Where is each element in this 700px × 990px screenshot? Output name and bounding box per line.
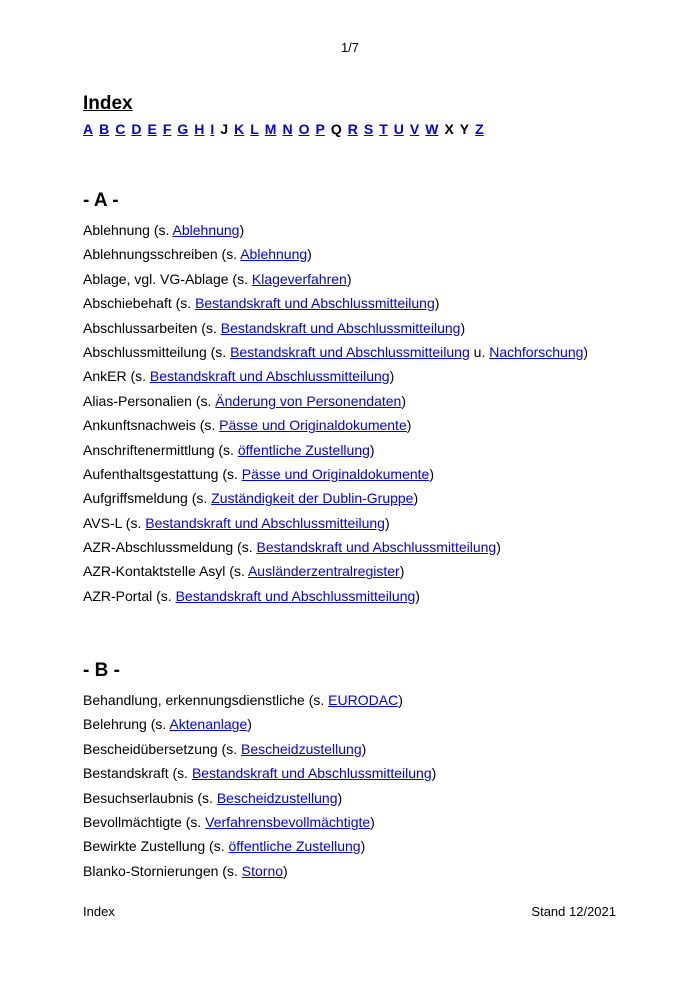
reference-suffix: ) [247,716,252,733]
cross-reference-link[interactable]: Bestandskraft und Abschlussmitteilung [191,765,432,782]
alphabet-letter-k[interactable]: K [234,121,245,137]
alphabet-letter-d[interactable]: D [131,121,142,137]
cross-reference-link[interactable]: Storno [241,862,284,879]
index-entry [83,838,436,862]
alphabet-letter-n[interactable]: N [282,121,293,137]
index-term: AVS-L (s. [83,514,146,531]
reference-suffix: ) [283,862,288,879]
index-term: Bestandskraft (s. [83,765,192,782]
cross-reference-link[interactable]: öffentliche Zustellung [237,441,370,458]
index-term: Abschiebehaft (s. [83,295,196,312]
reference-suffix: ) [583,343,589,360]
index-entry [83,246,588,270]
reference-suffix: ) [369,441,375,458]
index-term: Abschlussarbeiten (s. [83,319,221,336]
index-entry [83,271,588,295]
index-entry [83,765,436,789]
index-list-a [83,222,588,612]
footer-label: Index [83,904,115,919]
reference-suffix: ) [346,270,352,287]
alphabet-letter-u[interactable]: U [393,121,404,137]
reference-suffix: ) [389,368,395,385]
index-term: Ankunftsnachweis (s. [83,417,220,434]
index-term: AZR-Kontaktstelle Asyl (s. [83,563,248,580]
index-term: Ablehnung (s. [83,222,173,238]
cross-reference-link[interactable]: Bestandskraft und Abschlussmitteilung [230,343,470,360]
page-title: Index [83,93,133,114]
section-heading-a: - A - [83,190,119,211]
reference-suffix: ) [401,392,406,409]
index-term: Ablage, vgl. VG-Ablage (s. [83,270,252,287]
alphabet-letter-c[interactable]: C [115,121,126,137]
index-term: Anschriftenermittlung (s. [83,441,238,458]
index-entry [83,442,588,466]
cross-reference-link[interactable]: öffentliche Zustellung [228,838,361,855]
reference-suffix: ) [398,692,403,708]
cross-reference-link[interactable]: Aktenanlage [169,716,248,733]
index-term: AnkER (s. [83,368,150,385]
alphabet-letter-b[interactable]: B [99,121,110,137]
alphabet-navigation [83,121,490,137]
alphabet-letter-y: Y [459,121,470,137]
index-term: Ablehnungsschreiben (s. [83,246,241,263]
reference-suffix: ) [384,514,390,531]
alphabet-letter-p[interactable]: P [315,121,325,137]
alphabet-letter-v[interactable]: V [409,121,420,137]
cross-reference-link[interactable]: Ablehnung [172,222,240,238]
index-term: Bescheidübersetzung (s. [83,740,241,757]
alphabet-letter-s[interactable]: S [363,121,374,137]
cross-reference-link[interactable]: EURODAC [328,692,399,708]
cross-reference-link[interactable]: Bescheidzustellung [240,740,362,757]
index-term: Alias-Personalien (s. [83,392,216,409]
cross-reference-link[interactable]: Ausländerzentralregister [247,563,400,580]
index-term: AZR-Abschlussmeldung (s. [83,539,257,556]
cross-reference-link[interactable]: Bestandskraft und Abschlussmitteilung [175,587,416,604]
cross-reference-link[interactable]: Bestandskraft und Abschlussmitteilung [220,319,461,336]
index-entry [83,368,588,392]
alphabet-letter-w[interactable]: W [425,121,439,137]
index-entry [83,588,588,612]
index-list-b [83,692,436,887]
cross-reference-link[interactable]: Pässe und Originaldokumente [241,465,430,482]
reference-suffix: ) [496,539,501,556]
index-term: Behandlung, erkennungsdienstliche (s. [83,692,329,708]
cross-reference-link[interactable]: Bescheidzustellung [216,789,338,806]
index-entry [83,466,588,490]
index-entry [83,741,436,765]
index-entry [83,563,588,587]
cross-reference-link[interactable]: Nachforschung [489,343,584,360]
alphabet-letter-f[interactable]: F [162,121,172,137]
index-entry [83,814,436,838]
index-entry [83,393,588,417]
cross-reference-link[interactable]: Klageverfahren [251,270,347,287]
reference-suffix: u. [469,343,490,360]
index-term: Aufenthaltsgestattung (s. [83,465,242,482]
reference-suffix: ) [370,813,375,830]
alphabet-letter-o[interactable]: O [298,121,310,137]
index-entry [83,295,588,319]
alphabet-letter-a[interactable]: A [83,121,94,137]
reference-suffix: ) [429,465,434,482]
reference-suffix: ) [360,838,366,855]
section-heading-b: - B - [83,660,120,681]
reference-suffix: ) [413,490,419,507]
index-term: Bewirkte Zustellung (s. [83,838,229,855]
index-entry [83,417,588,441]
reference-suffix: ) [399,563,405,580]
cross-reference-link[interactable]: Zuständigkeit der Dublin-Gruppe [211,490,414,507]
cross-reference-link[interactable]: Bestandskraft und Abschlussmitteilung [256,539,497,556]
index-term: AZR-Portal (s. [83,587,176,604]
reference-suffix: ) [415,587,420,604]
alphabet-letter-l[interactable]: L [250,121,259,137]
index-term: Abschlussmitteilung (s. [83,343,231,360]
index-entry [83,790,436,814]
reference-suffix: ) [434,295,440,312]
index-term: Besuchserlaubnis (s. [83,789,217,806]
index-entry [83,515,588,539]
alphabet-letter-z[interactable]: Z [475,121,484,137]
reference-suffix: ) [307,246,312,263]
alphabet-letter-x: X [444,121,454,137]
index-entry [83,863,436,887]
index-entry [83,539,588,563]
index-entry [83,716,436,740]
cross-reference-link[interactable]: Verfahrensbevollmächtigte [205,813,371,830]
index-term: Belehrung (s. [83,716,170,733]
index-term: Blanko-Stornierungen (s. [83,862,242,879]
reference-suffix: ) [460,319,466,336]
page-number: 1/7 [340,40,360,55]
index-term: Aufgriffsmeldung (s. [83,490,212,507]
footer-date: Stand 12/2021 [531,904,616,919]
alphabet-letter-q: Q [330,121,342,137]
reference-suffix: ) [431,765,437,782]
index-term: Bevollmächtigte (s. [83,813,206,830]
alphabet-letter-g[interactable]: G [177,121,189,137]
cross-reference-link[interactable]: Bestandskraft und Abschlussmitteilung [149,368,390,385]
alphabet-letter-i[interactable]: I [210,121,215,137]
index-entry [83,344,588,368]
cross-reference-link[interactable]: Bestandskraft und Abschlussmitteilung [195,295,435,312]
alphabet-letter-j: J [220,121,229,137]
cross-reference-link[interactable]: Ablehnung [240,246,308,263]
alphabet-letter-m[interactable]: M [264,121,277,137]
cross-reference-link[interactable]: Bestandskraft und Abschlussmitteilung [145,514,385,531]
index-entry [83,490,588,514]
alphabet-letter-r[interactable]: R [347,121,358,137]
index-entry [83,320,588,344]
cross-reference-link[interactable]: Änderung von Personendaten [215,392,402,409]
index-entry [83,692,436,716]
alphabet-letter-t[interactable]: T [379,121,388,137]
alphabet-letter-e[interactable]: E [147,121,157,137]
reference-suffix: ) [361,740,367,757]
alphabet-letter-h[interactable]: H [194,121,205,137]
reference-suffix: ) [337,789,343,806]
reference-suffix: ) [239,222,245,238]
index-entry [83,222,588,246]
cross-reference-link[interactable]: Pässe und Originaldokumente [219,417,407,434]
reference-suffix: ) [406,417,412,434]
